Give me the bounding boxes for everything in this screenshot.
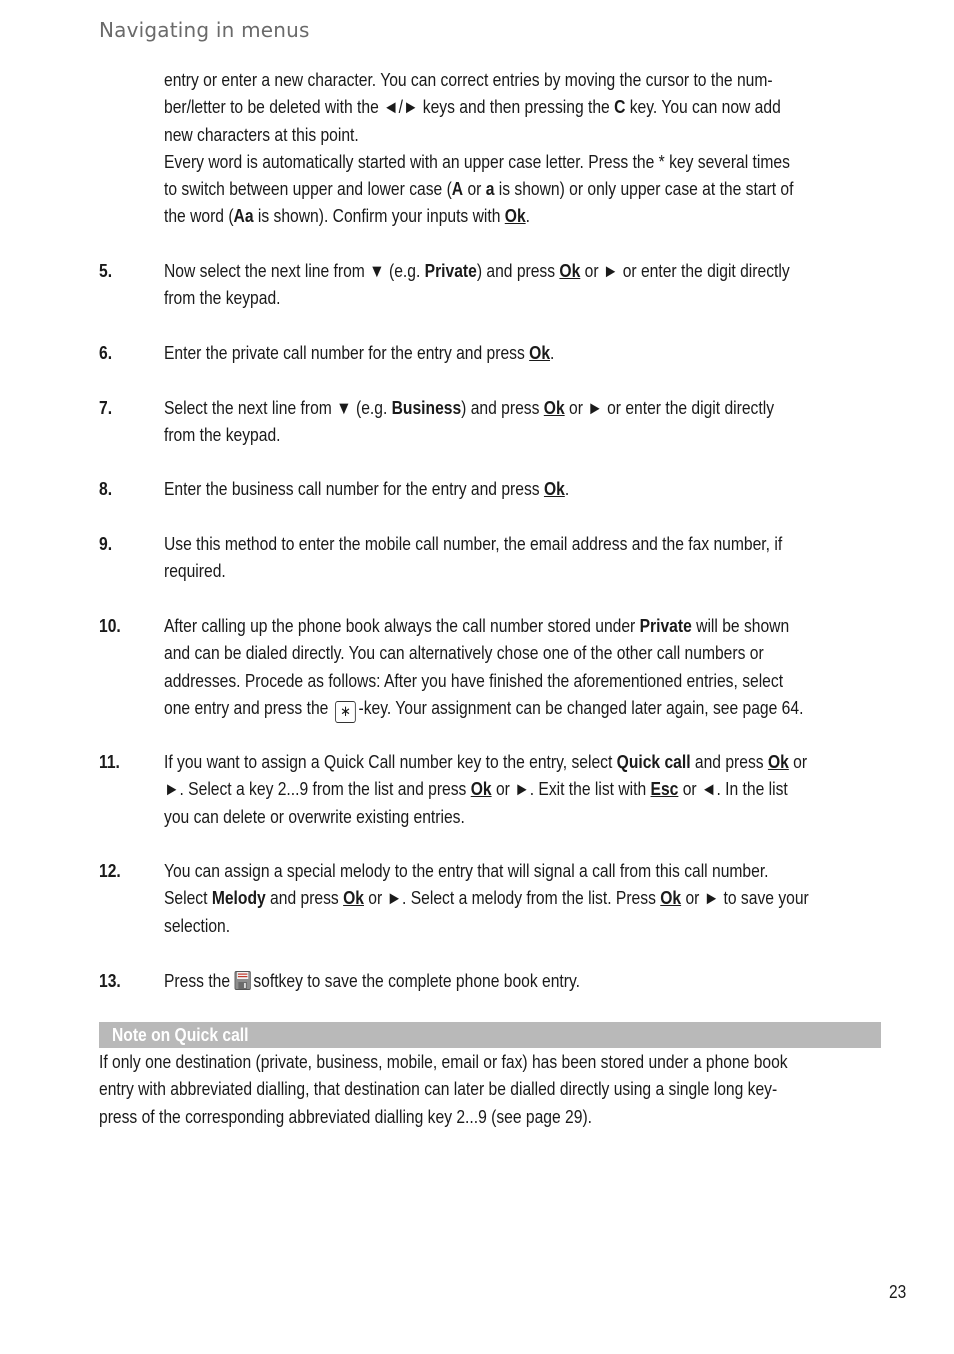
step-number: 9. (99, 534, 113, 554)
ok-softkey: Ok (343, 888, 364, 909)
note-heading-bar (99, 1022, 881, 1048)
step-number: 7. (99, 398, 113, 418)
step-number: 10. (99, 616, 121, 636)
right-arrow-icon: ► (587, 398, 603, 418)
note-title: Note on Quick call (112, 1025, 249, 1045)
esc-softkey: Esc (650, 779, 679, 800)
ok-softkey: Ok (543, 398, 565, 418)
step-number: 13. (99, 971, 121, 991)
intro-paragraph: entry or enter a new character. You can correct entries by moving the cursor to the num- ber/letter to be deleted with the ◄/► keys and then pressing the C key. You can now add new characters at this point. Every word is automatically started with an upper case letter. Press the * key several times to switch between upper and lower case (A or a is shown) or only upper case at the start of the word (Aa is shown). Confirm your inputs with Ok. (164, 70, 794, 227)
ok-softkey: Ok (529, 343, 551, 363)
right-arrow-icon: ► (703, 888, 720, 909)
step-number: 6. (99, 343, 113, 363)
page-header-title: Navigating in menus (99, 18, 310, 42)
step-number: 5. (99, 261, 113, 281)
floppy-disk-icon (234, 971, 250, 990)
star-key-icon: ∗ (335, 701, 356, 723)
step-number: 11. (99, 752, 120, 772)
ok-softkey: Ok (559, 261, 581, 281)
right-arrow-icon: ► (164, 779, 180, 800)
ok-softkey: Ok (543, 479, 565, 499)
note-paragraph: If only one destination (private, business, mobile, email or fax) has been stored under a phone book entry with abbreviated dialling, that destination can later be dialled directly using a single long key- press of the corresponding abbreviated dialling key 2...9 (see page 29). (99, 1052, 788, 1127)
ok-softkey: Ok (504, 206, 526, 227)
ok-softkey: Ok (660, 888, 682, 909)
left-arrow-icon: ◄ (700, 779, 717, 800)
ok-softkey: Ok (767, 752, 789, 772)
down-arrow-icon: ▼ (336, 398, 352, 418)
left-right-arrow-icon: ◄/► (383, 97, 419, 118)
step-number: 12. (99, 861, 121, 881)
ok-softkey: Ok (470, 779, 492, 800)
step-number: 8. (99, 479, 113, 499)
right-arrow-icon: ► (602, 261, 619, 281)
right-arrow-icon: ► (386, 888, 403, 909)
down-arrow-icon: ▼ (369, 261, 385, 281)
right-arrow-icon: ► (514, 779, 530, 800)
page-number: 23 (889, 1282, 907, 1302)
